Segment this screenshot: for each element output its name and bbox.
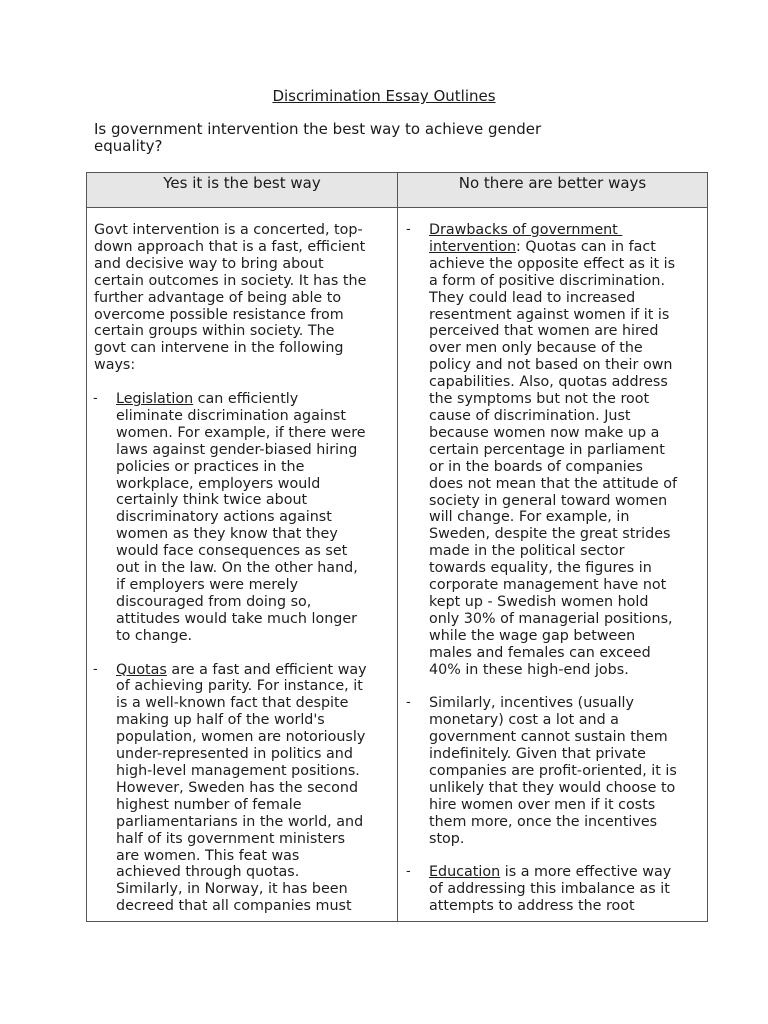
text-line — [407, 695, 703, 712]
term-education: Education — [429, 864, 501, 881]
text-line — [407, 222, 703, 239]
text-line: achieved through quotas. — [116, 864, 300, 881]
text-line: further advantage of being able to — [94, 289, 342, 306]
text-line: them more, once the incentives — [429, 813, 658, 830]
text-line — [407, 239, 703, 256]
text-line: perceived that women are hired — [429, 323, 659, 340]
text-line: laws against gender-biased hiring — [116, 441, 358, 458]
text-line: Govt intervention is a concerted, top- — [94, 222, 363, 238]
text-line: cause of discrimination. Just — [429, 407, 631, 424]
text-line: society in general toward women — [429, 492, 668, 509]
text-run: can efficiently — [193, 391, 299, 408]
bullet-dash: - — [93, 661, 98, 677]
text-line: certain groups within society. The — [94, 323, 335, 340]
text-line: because women now make up a — [429, 424, 660, 441]
bullet-dash: - — [406, 695, 411, 711]
text-line: attitudes would take much longer — [116, 610, 358, 627]
text-line: ways: — [94, 357, 136, 374]
text-line: will change. For example, in — [429, 509, 630, 526]
text-line: males and females can exceed — [429, 644, 651, 661]
text-line: the symptoms but not the root — [429, 391, 650, 408]
text-line: stop. — [429, 830, 465, 847]
text-line: They could lead to increased — [429, 289, 636, 306]
header-no: No there are better ways — [458, 174, 647, 192]
text-line: workplace, employers would — [116, 475, 321, 492]
text-line: indefinitely. Given that private — [429, 746, 646, 763]
text-line: certain percentage in parliament — [429, 441, 665, 458]
text-run: are a fast and efficient way — [166, 661, 367, 678]
term-drawbacks: Drawbacks of government — [429, 222, 623, 238]
text-line: overcome possible resistance from — [94, 306, 344, 323]
text-line: a form of positive discrimination. — [429, 272, 665, 289]
text-line: of addressing this imbalance as it — [429, 881, 670, 898]
text-line: women as they know that they — [116, 526, 338, 543]
bullet-legislation — [94, 391, 390, 645]
text-line: or in the boards of companies — [429, 458, 644, 475]
text-line: certainly think twice about — [116, 492, 308, 509]
text-line: govt can intervene in the following — [94, 340, 344, 357]
text-line: to change. — [116, 627, 193, 644]
outline-table — [86, 172, 708, 922]
bullet-dash: - — [406, 864, 411, 880]
document-title: Discrimination Essay Outlines — [272, 87, 496, 105]
text-line: discriminatory actions against — [116, 509, 332, 526]
text-line: kept up - Swedish women hold — [429, 593, 649, 610]
text-line: of achieving parity. For instance, it — [116, 678, 363, 695]
text-line: government cannot sustain them — [429, 729, 668, 746]
text-line: capabilities. Also, quotas address — [429, 374, 668, 391]
text-line: monetary) cost a lot and a — [429, 712, 619, 729]
text-line: while the wage gap between — [429, 627, 636, 644]
right-column — [407, 222, 703, 915]
text-line: under-represented in politics and — [116, 746, 353, 763]
text-line: towards equality, the figures in — [429, 560, 652, 577]
text-line: policy and not based on their own — [429, 357, 673, 374]
essay-question — [94, 121, 654, 155]
text-line: over men only because of the — [429, 340, 643, 357]
bullet-drawbacks — [407, 222, 703, 678]
text-line — [94, 391, 390, 408]
bullet-dash: - — [406, 222, 411, 237]
bullet-education — [407, 864, 703, 915]
text-run: : Quotas can in fact — [516, 238, 656, 255]
question-line: equality? — [94, 137, 163, 155]
text-line: and decisive way to bring about — [94, 255, 324, 272]
text-line: discouraged from doing so, — [116, 593, 312, 610]
left-intro — [94, 222, 390, 374]
term-legislation: Legislation — [116, 391, 194, 408]
text-line: only 30% of managerial positions, — [429, 610, 673, 627]
text-line — [407, 864, 703, 881]
text-line: eliminate discrimination against — [116, 407, 346, 424]
term-intervention: intervention — [429, 238, 517, 255]
text-line: made in the political sector — [429, 543, 625, 560]
text-line: population, women are notoriously — [116, 729, 366, 746]
text-line: does not mean that the attitude of — [429, 475, 678, 492]
text-line: attempts to address the root — [429, 898, 635, 915]
text-line — [94, 662, 390, 679]
text-line: out in the law. On the other hand, — [116, 560, 358, 577]
text-line: Similarly, in Norway, it has been — [116, 881, 348, 898]
bullet-dash: - — [93, 391, 98, 407]
bullet-quotas — [94, 662, 390, 916]
text-line: hire women over men if it costs — [429, 796, 656, 813]
text-line: certain outcomes in society. It has the — [94, 272, 367, 289]
text-line: women. For example, if there were — [116, 424, 366, 441]
text-line: highest number of female — [116, 796, 302, 813]
text-line: policies or practices in the — [116, 458, 305, 475]
text-line: 40% in these high-end jobs. — [429, 661, 629, 678]
column-divider — [397, 173, 398, 921]
term-quotas: Quotas — [116, 661, 167, 678]
text-line: is a well-known fact that despite — [116, 695, 349, 712]
text-line: unlikely that they would choose to — [429, 779, 676, 796]
text-line: resentment against women if it is — [429, 306, 670, 323]
text-line: corporate management have not — [429, 577, 667, 594]
text-line: if employers were merely — [116, 577, 299, 594]
text-line: are women. This feat was — [116, 847, 300, 864]
text-line: parliamentarians in the world, and — [116, 813, 364, 830]
text-line: down approach that is a fast, efficient — [94, 238, 366, 255]
text-line: companies are profit-oriented, it is — [429, 762, 677, 779]
text-line: However, Sweden has the second — [116, 779, 359, 796]
text-line: achieve the opposite effect as it is — [429, 255, 676, 272]
text-run: is a more effective way — [500, 864, 672, 881]
text-line: Sweden, despite the great strides — [429, 526, 671, 543]
text-line: half of its government ministers — [116, 830, 346, 847]
text-line: decreed that all companies must — [116, 898, 352, 915]
text-line: would face consequences as set — [116, 543, 348, 560]
text-line: high-level management positions. — [116, 762, 360, 779]
question-line: Is government intervention the best way to achieve gender — [94, 120, 542, 138]
left-column — [94, 222, 390, 915]
text-line: making up half of the world's — [116, 712, 325, 729]
header-yes: Yes it is the best way — [163, 174, 321, 192]
text-run: Similarly, incentives (usually — [429, 695, 634, 712]
bullet-incentives — [407, 695, 703, 847]
